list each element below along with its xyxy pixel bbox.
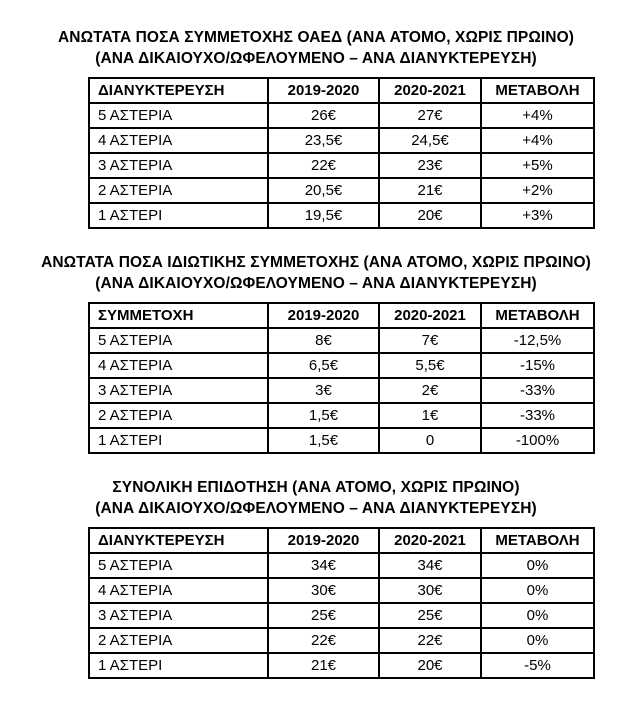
- table-title-line1: ΣΥΝΟΛΙΚΗ ΕΠΙΔΟΤΗΣΗ (ΑΝΑ ΑΤΟΜΟ, ΧΩΡΙΣ ΠΡΩΙΝΟ): [112, 479, 520, 496]
- header-row: [89, 78, 594, 103]
- value-cell: 34€: [379, 553, 481, 578]
- row-label-cell: 3 ΑΣΤΕΡΙΑ: [89, 603, 268, 628]
- value-cell: 25€: [268, 603, 379, 628]
- table-row: [89, 153, 594, 178]
- table-title-line2: (ΑΝΑ ΔΙΚΑΙΟΥΧΟ/ΩΦΕΛΟΥΜΕΝΟ – ΑΝΑ ΔΙΑΝΥΚΤΕΡΕΥΣΗ): [95, 50, 537, 67]
- table-row: [89, 628, 594, 653]
- value-cell: 30€: [379, 578, 481, 603]
- value-cell: -5%: [481, 653, 594, 678]
- row-label-cell: 2 ΑΣΤΕΡΙΑ: [89, 403, 268, 428]
- row-label-cell: 2 ΑΣΤΕΡΙΑ: [89, 178, 268, 203]
- value-cell: 5,5€: [379, 353, 481, 378]
- total-subsidy-table: [88, 527, 595, 679]
- value-cell: 1,5€: [268, 403, 379, 428]
- row-label-cell: 2 ΑΣΤΕΡΙΑ: [89, 628, 268, 653]
- column-header: 2020-2021: [379, 78, 481, 103]
- value-cell: 20,5€: [268, 178, 379, 203]
- value-cell: +4%: [481, 128, 594, 153]
- value-cell: 0%: [481, 628, 594, 653]
- header-row: [89, 303, 594, 328]
- value-cell: 0%: [481, 603, 594, 628]
- row-label-cell: 4 ΑΣΤΕΡΙΑ: [89, 128, 268, 153]
- row-label-cell: 5 ΑΣΤΕΡΙΑ: [89, 328, 268, 353]
- table-row: [89, 328, 594, 353]
- header-row: [89, 528, 594, 553]
- value-cell: -33%: [481, 378, 594, 403]
- row-label-cell: 1 ΑΣΤΕΡΙ: [89, 428, 268, 453]
- column-header: 2019-2020: [268, 303, 379, 328]
- value-cell: 23€: [379, 153, 481, 178]
- table-row: [89, 103, 594, 128]
- column-header: 2019-2020: [268, 528, 379, 553]
- row-label-cell: 4 ΑΣΤΕΡΙΑ: [89, 578, 268, 603]
- value-cell: 2€: [379, 378, 481, 403]
- value-cell: 1,5€: [268, 428, 379, 453]
- value-cell: 8€: [268, 328, 379, 353]
- table-title-line2: (ΑΝΑ ΔΙΚΑΙΟΥΧΟ/ΩΦΕΛΟΥΜΕΝΟ – ΑΝΑ ΔΙΑΝΥΚΤΕΡΕΥΣΗ): [95, 500, 537, 517]
- value-cell: 21€: [379, 178, 481, 203]
- row-label-column-header: ΣΥΜΜΕΤΟΧΗ: [89, 303, 268, 328]
- row-label-cell: 4 ΑΣΤΕΡΙΑ: [89, 353, 268, 378]
- value-cell: 24,5€: [379, 128, 481, 153]
- row-label-cell: 3 ΑΣΤΕΡΙΑ: [89, 378, 268, 403]
- value-cell: 23,5€: [268, 128, 379, 153]
- value-cell: +5%: [481, 153, 594, 178]
- value-cell: 26€: [268, 103, 379, 128]
- value-cell: 22€: [268, 153, 379, 178]
- value-cell: +2%: [481, 178, 594, 203]
- value-cell: 20€: [379, 203, 481, 228]
- value-cell: 22€: [379, 628, 481, 653]
- row-label-cell: 1 ΑΣΤΕΡΙ: [89, 203, 268, 228]
- value-cell: 34€: [268, 553, 379, 578]
- value-cell: -12,5%: [481, 328, 594, 353]
- column-header: ΜΕΤΑΒΟΛΗ: [481, 303, 594, 328]
- table-section-private-participation: [0, 252, 632, 454]
- table-section-total-subsidy: [0, 477, 632, 679]
- row-label-cell: 5 ΑΣΤΕΡΙΑ: [89, 553, 268, 578]
- value-cell: 6,5€: [268, 353, 379, 378]
- value-cell: +3%: [481, 203, 594, 228]
- value-cell: 22€: [268, 628, 379, 653]
- value-cell: 21€: [268, 653, 379, 678]
- table-row: [89, 353, 594, 378]
- table-row: [89, 128, 594, 153]
- value-cell: -15%: [481, 353, 594, 378]
- table-title-line2: (ΑΝΑ ΔΙΚΑΙΟΥΧΟ/ΩΦΕΛΟΥΜΕΝΟ – ΑΝΑ ΔΙΑΝΥΚΤΕΡΕΥΣΗ): [95, 275, 537, 292]
- table-row: [89, 428, 594, 453]
- column-header: ΜΕΤΑΒΟΛΗ: [481, 528, 594, 553]
- table-row: [89, 178, 594, 203]
- value-cell: -100%: [481, 428, 594, 453]
- column-header: 2020-2021: [379, 528, 481, 553]
- row-label-column-header: ΔΙΑΝΥΚΤΕΡΕΥΣΗ: [89, 78, 268, 103]
- table-row: [89, 603, 594, 628]
- value-cell: +4%: [481, 103, 594, 128]
- table-title-line1: ΑΝΩΤΑΤΑ ΠΟΣΑ ΙΔΙΩΤΙΚΗΣ ΣΥΜΜΕΤΟΧΗΣ (ΑΝΑ ΑΤΟΜΟ, ΧΩΡΙΣ ΠΡΩΙΝΟ): [41, 254, 591, 271]
- table-row: [89, 653, 594, 678]
- row-label-cell: 1 ΑΣΤΕΡΙ: [89, 653, 268, 678]
- value-cell: 0: [379, 428, 481, 453]
- table-row: [89, 553, 594, 578]
- private-participation-table: [88, 302, 595, 454]
- table-title-line1: ΑΝΩΤΑΤΑ ΠΟΣΑ ΣΥΜΜΕΤΟΧΗΣ ΟΑΕΔ (ΑΝΑ ΑΤΟΜΟ, ΧΩΡΙΣ ΠΡΩΙΝΟ): [57, 29, 574, 46]
- value-cell: 25€: [379, 603, 481, 628]
- oaed-participation-table: [88, 77, 595, 229]
- table-row: [89, 578, 594, 603]
- table-section-oaed-participation: [0, 27, 632, 229]
- row-label-cell: 5 ΑΣΤΕΡΙΑ: [89, 103, 268, 128]
- value-cell: -33%: [481, 403, 594, 428]
- value-cell: 0%: [481, 578, 594, 603]
- value-cell: 30€: [268, 578, 379, 603]
- column-header: 2020-2021: [379, 303, 481, 328]
- table-row: [89, 403, 594, 428]
- value-cell: 0%: [481, 553, 594, 578]
- value-cell: 3€: [268, 378, 379, 403]
- table-row: [89, 378, 594, 403]
- column-header: 2019-2020: [268, 78, 379, 103]
- row-label-column-header: ΔΙΑΝΥΚΤΕΡΕΥΣΗ: [89, 528, 268, 553]
- value-cell: 1€: [379, 403, 481, 428]
- value-cell: 27€: [379, 103, 481, 128]
- value-cell: 19,5€: [268, 203, 379, 228]
- column-header: ΜΕΤΑΒΟΛΗ: [481, 78, 594, 103]
- row-label-cell: 3 ΑΣΤΕΡΙΑ: [89, 153, 268, 178]
- value-cell: 20€: [379, 653, 481, 678]
- value-cell: 7€: [379, 328, 481, 353]
- table-row: [89, 203, 594, 228]
